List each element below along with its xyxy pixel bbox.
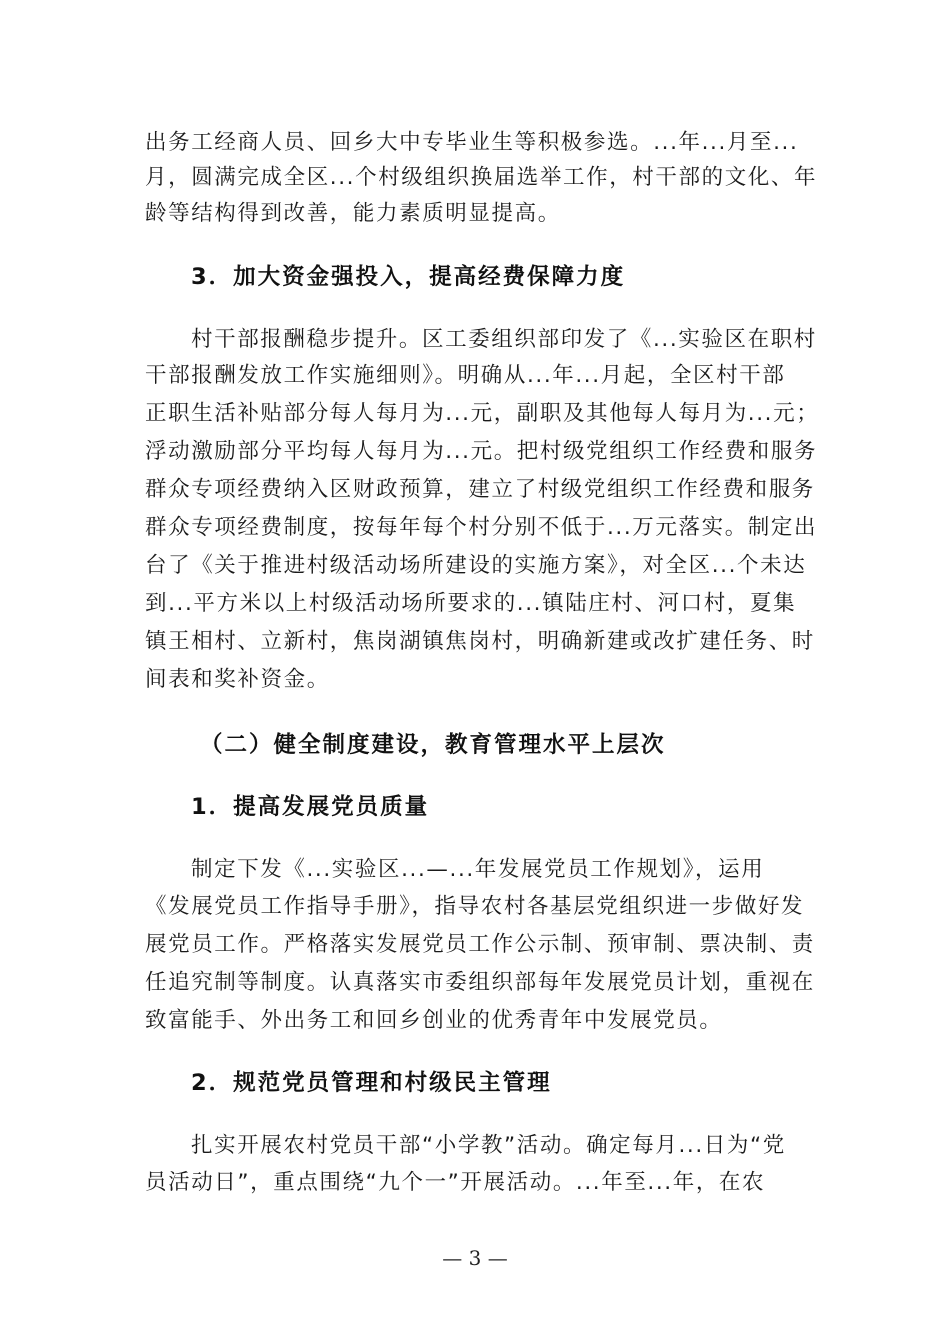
section-heading-2: （二）健全制度建设，教育管理水平上层次: [200, 732, 666, 758]
paragraph-3-line-4: 任追究制等制度。认真落实市委组织部每年发展党员计划，重视在: [145, 970, 815, 995]
heading-3: 3．加大资金强投入，提高经费保障力度: [191, 264, 626, 290]
paragraph-2-line-8: 到...平方米以上村级活动场所要求的...镇陆庄村、河口村，夏集: [145, 591, 797, 616]
paragraph-2-line-7: 台了《关于推进村级活动场所建设的实施方案》，对全区...个未达: [145, 553, 807, 578]
paragraph-2-line-6: 群众专项经费制度，按每年每个村分别不低于...万元落实。制定出: [145, 515, 818, 540]
paragraph-3-line-3: 展党员工作。严格落实发展党员工作公示制、预审制、票决制、责: [145, 932, 815, 957]
paragraph-1-line-2: 月，圆满完成全区...个村级组织换届选举工作，村干部的文化、年: [145, 165, 818, 190]
heading-1: 1．提高发展党员质量: [191, 794, 430, 820]
paragraph-3-line-1: 制定下发《...实验区...—...年发展党员工作规划》，运用: [191, 857, 765, 882]
paragraph-4-line-1: 扎实开展农村党员干部“小学教”活动。确定每月...日为“党: [191, 1133, 786, 1158]
heading-2: 2．规范党员管理和村级民主管理: [191, 1070, 552, 1096]
paragraph-2-line-2: 干部报酬发放工作实施细则》。明确从...年...月起，全区村干部: [145, 363, 786, 388]
paragraph-1-line-3: 龄等结构得到改善，能力素质明显提高。: [145, 201, 561, 226]
paragraph-2-line-4: 浮动激励部分平均每人每月为...元。把村级党组织工作经费和服务: [145, 439, 818, 464]
paragraph-2-line-5: 群众专项经费纳入区财政预算，建立了村级党组织工作经费和服务: [145, 477, 815, 502]
paragraph-2-line-1: 村干部报酬稳步提升。区工委组织部印发了《...实验区在职村: [191, 327, 817, 352]
paragraph-1-line-1: 出务工经商人员、回乡大中专毕业生等积极参选。...年...月至...: [145, 130, 799, 155]
paragraph-2-line-3: 正职生活补贴部分每人每月为...元，副职及其他每人每月为...元；: [145, 401, 820, 426]
page-number: — 3 —: [442, 1246, 508, 1270]
paragraph-4-line-2: 员活动日”，重点围绕“九个一”开展活动。...年至...年，在农: [145, 1170, 766, 1195]
paragraph-2-line-10: 间表和奖补资金。: [145, 667, 330, 692]
paragraph-3-line-2: 《发展党员工作指导手册》，指导农村各基层党组织进一步做好发: [145, 894, 805, 919]
paragraph-3-line-5: 致富能手、外出务工和回乡创业的优秀青年中发展党员。: [145, 1008, 723, 1033]
paragraph-2-line-9: 镇王相村、立新村，焦岗湖镇焦岗村，明确新建或改扩建任务、时: [145, 629, 815, 654]
